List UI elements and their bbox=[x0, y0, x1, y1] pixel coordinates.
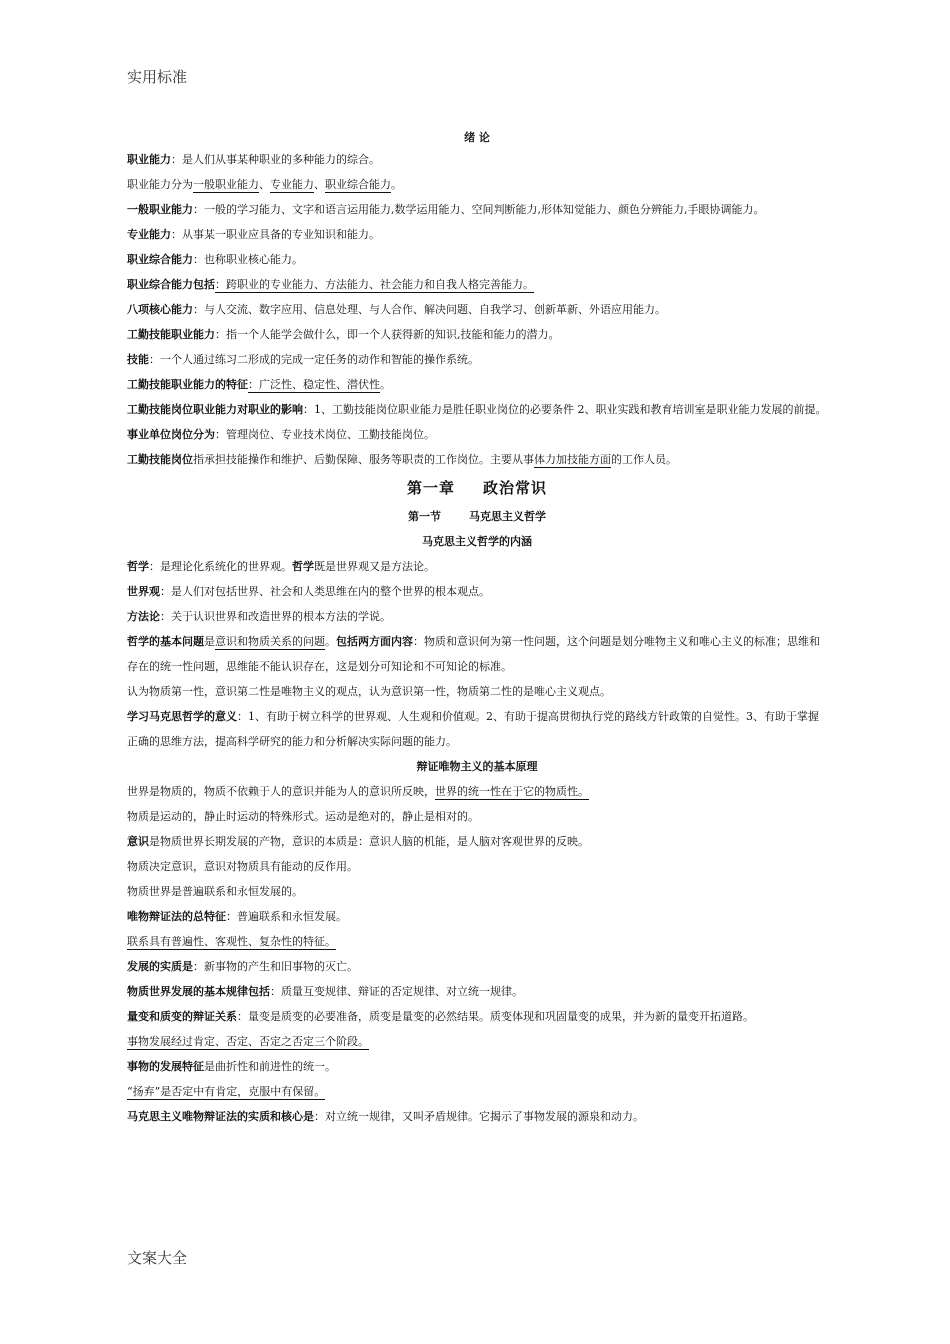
paragraph bbox=[127, 704, 827, 754]
chapter-number: 第一章 bbox=[406, 479, 455, 497]
page-footer: 文案大全 bbox=[127, 1249, 188, 1267]
paragraph bbox=[127, 422, 827, 447]
term: 事物的发展特征 bbox=[127, 1060, 204, 1073]
text: ：新事物的产生和旧事物的灭亡。 bbox=[193, 960, 358, 973]
underlined-text: 职业综合能力 bbox=[325, 178, 391, 191]
text: ：管理岗位、专业技术岗位、工勤技能岗位。 bbox=[215, 428, 435, 441]
paragraph bbox=[127, 579, 827, 604]
text: ：质量互变规律、辩证的否定规律、对立统一规律。 bbox=[270, 985, 523, 998]
term: 马克思主义唯物辩证法的实质和核心是 bbox=[127, 1110, 314, 1123]
underlined-text: 专业能力 bbox=[270, 178, 314, 191]
paragraph bbox=[127, 629, 827, 679]
text: 指承担技能操作和维护、后勤保障、服务等职责的工作岗位。主要从事 bbox=[193, 453, 534, 466]
underlined-text: 联系具有普遍性、客观性、复杂性的特征。 bbox=[127, 935, 336, 948]
text: 。 bbox=[391, 178, 402, 191]
underlined-text: ：跨职业的专业能力、方法能力、社会能力和自我人格完善能力。 bbox=[215, 278, 534, 291]
underlined-text: 意识和物质关系的问题 bbox=[215, 635, 325, 648]
chapter-title bbox=[127, 472, 827, 504]
term: 工勤技能职业能力的特征 bbox=[127, 378, 248, 391]
term: 职业能力 bbox=[127, 153, 171, 166]
intro-title: 绪 论 bbox=[464, 131, 490, 144]
paragraph bbox=[127, 222, 827, 247]
text: ：也称职业核心能力。 bbox=[193, 253, 303, 266]
paragraph bbox=[127, 979, 827, 1004]
term: 技能 bbox=[127, 353, 149, 366]
text: ：普遍联系和永恒发展。 bbox=[226, 910, 347, 923]
paragraph bbox=[127, 372, 827, 397]
text: ：对立统一规律，又叫矛盾规律。它揭示了事物发展的源泉和动力。 bbox=[314, 1110, 644, 1123]
underlined-text: 事物发展经过肯定、否定、否定之否定三个阶段。 bbox=[127, 1035, 369, 1048]
term: 专业能力 bbox=[127, 228, 171, 241]
subsection-title: 辩证唯物主义的基本原理 bbox=[416, 760, 538, 773]
term: 方法论 bbox=[127, 610, 160, 623]
term: 哲学 bbox=[292, 560, 314, 573]
underlined-text: 一般职业能力 bbox=[193, 178, 259, 191]
section-name: 马克思主义哲学 bbox=[469, 510, 546, 523]
term: 哲学的基本问题 bbox=[127, 635, 204, 648]
paragraph: 认为物质第一性，意识第二性是唯物主义的观点，认为意识第一性，物质第二性的是唯心主义观点。 bbox=[127, 685, 611, 698]
term: 包括两方面内容 bbox=[336, 635, 413, 648]
term: 一般职业能力 bbox=[127, 203, 193, 216]
paragraph bbox=[127, 554, 827, 579]
paragraph bbox=[127, 297, 827, 322]
section-number: 第一节 bbox=[408, 510, 441, 523]
document-body bbox=[127, 128, 827, 1129]
page-header: 实用标准 bbox=[127, 68, 188, 86]
text: 、 bbox=[314, 178, 325, 191]
paragraph bbox=[127, 272, 827, 297]
paragraph bbox=[127, 247, 827, 272]
term: 职业综合能力 bbox=[127, 253, 193, 266]
term: 事业单位岗位分为 bbox=[127, 428, 215, 441]
term: 意识 bbox=[127, 835, 149, 848]
term: 哲学 bbox=[127, 560, 149, 573]
paragraph bbox=[127, 322, 827, 347]
paragraph bbox=[127, 347, 827, 372]
paragraph bbox=[127, 1004, 827, 1029]
text: 是曲折性和前进性的统一。 bbox=[204, 1060, 336, 1073]
paragraph bbox=[127, 447, 827, 472]
paragraph bbox=[127, 1104, 827, 1129]
text: ：一般的学习能力、文字和语言运用能力,数学运用能力、空间判断能力,形体知觉能力、颜色分辨能力,手眼协调能力。 bbox=[193, 203, 765, 216]
paragraph: 物质世界是普遍联系和永恒发展的。 bbox=[127, 885, 303, 898]
text: ：量变是质变的必要准备，质变是量变的必然结果。质变体现和巩固量变的成果，并为新的量变开拓道路。 bbox=[237, 1010, 754, 1023]
term: 学习马克思哲学的意义 bbox=[127, 710, 237, 723]
section-title bbox=[127, 504, 827, 529]
term: 发展的实质是 bbox=[127, 960, 193, 973]
text: ：是理论化系统化的世界观。 bbox=[149, 560, 292, 573]
paragraph bbox=[127, 172, 827, 197]
underlined-text: 体力加技能方面 bbox=[534, 453, 611, 466]
text: 世界是物质的，物质不依赖于人的意识并能为人的意识所反映， bbox=[127, 785, 435, 798]
text: ：一个人通过练习二形成的完成一定任务的动作和智能的操作系统。 bbox=[149, 353, 479, 366]
term: 八项核心能力 bbox=[127, 303, 193, 316]
term: 世界观 bbox=[127, 585, 160, 598]
text: 是 bbox=[204, 635, 215, 648]
chapter-name: 政治常识 bbox=[483, 479, 548, 497]
paragraph bbox=[127, 1054, 827, 1079]
text: 、 bbox=[259, 178, 270, 191]
underlined-text: ：广泛性、稳定性、潜伏性 bbox=[248, 378, 380, 391]
paragraph bbox=[127, 904, 827, 929]
text: 职业能力分为 bbox=[127, 178, 193, 191]
paragraph bbox=[127, 397, 827, 422]
text: 。 bbox=[380, 378, 391, 391]
underlined-text: 世界的统一性在于它的物质性。 bbox=[435, 785, 589, 798]
paragraph bbox=[127, 954, 827, 979]
term: 职业综合能力包括 bbox=[127, 278, 215, 291]
term: 量变和质变的辩证关系 bbox=[127, 1010, 237, 1023]
paragraph bbox=[127, 929, 827, 954]
paragraph bbox=[127, 147, 827, 172]
text: ：从事某一职业应具备的专业知识和能力。 bbox=[171, 228, 380, 241]
text: ：物质和意识何为第一性问题，这个问题是划分唯物主义和唯心主义的标准；思维和存在的统一性问题，思维能不能认识存在，这是划分可知论和不可知论的标准。 bbox=[127, 635, 820, 673]
text: ：与人交流、数字应用、信息处理、与人合作、解决问题、自我学习、创新革新、外语应用能力。 bbox=[193, 303, 666, 316]
text: ：1、有助于树立科学的世界观、人生观和价值观。2、有助于提高贯彻执行党的路线方针政策的自觉性。3、有助于掌握正确的思维方法，提高科学研究的能力和分析解决实际问题的能力。 bbox=[127, 710, 819, 748]
text: ：关于认识世界和改造世界的根本方法的学说。 bbox=[160, 610, 391, 623]
paragraph bbox=[127, 1079, 827, 1104]
text: ：指一个人能学会做什么，即一个人获得新的知识,技能和能力的潜力。 bbox=[215, 328, 560, 341]
term: 工勤技能岗位 bbox=[127, 453, 193, 466]
text: 是物质世界长期发展的产物，意识的本质是：意识人脑的机能，是人脑对客观世界的反映。 bbox=[149, 835, 589, 848]
paragraph bbox=[127, 1029, 827, 1054]
paragraph bbox=[127, 779, 827, 804]
paragraph bbox=[127, 604, 827, 629]
text: ：是人们对包括世界、社会和人类思维在内的整个世界的根本观点。 bbox=[160, 585, 490, 598]
underlined-text: “扬弃”是否定中有肯定，克服中有保留。 bbox=[127, 1085, 326, 1098]
term: 工勤技能职业能力 bbox=[127, 328, 215, 341]
text: 既是世界观又是方法论。 bbox=[314, 560, 435, 573]
term: 唯物辩证法的总特征 bbox=[127, 910, 226, 923]
term: 物质世界发展的基本规律包括 bbox=[127, 985, 270, 998]
paragraph bbox=[127, 829, 827, 854]
term: 工勤技能岗位职业能力对职业的影响 bbox=[127, 403, 303, 416]
text: ：是人们从事某种职业的多种能力的综合。 bbox=[171, 153, 380, 166]
paragraph bbox=[127, 197, 827, 222]
subsection-title: 马克思主义哲学的内涵 bbox=[422, 535, 532, 548]
text: 的工作人员。 bbox=[611, 453, 677, 466]
text: ：1、工勤技能岗位职业能力是胜任职业岗位的必要条件 2、职业实践和教育培训室是职业能力发展的前提。 bbox=[303, 403, 827, 416]
paragraph: 物质是运动的，静止时运动的特殊形式。运动是绝对的，静止是相对的。 bbox=[127, 810, 479, 823]
paragraph: 物质决定意识，意识对物质具有能动的反作用。 bbox=[127, 860, 358, 873]
text: 。 bbox=[325, 635, 336, 648]
